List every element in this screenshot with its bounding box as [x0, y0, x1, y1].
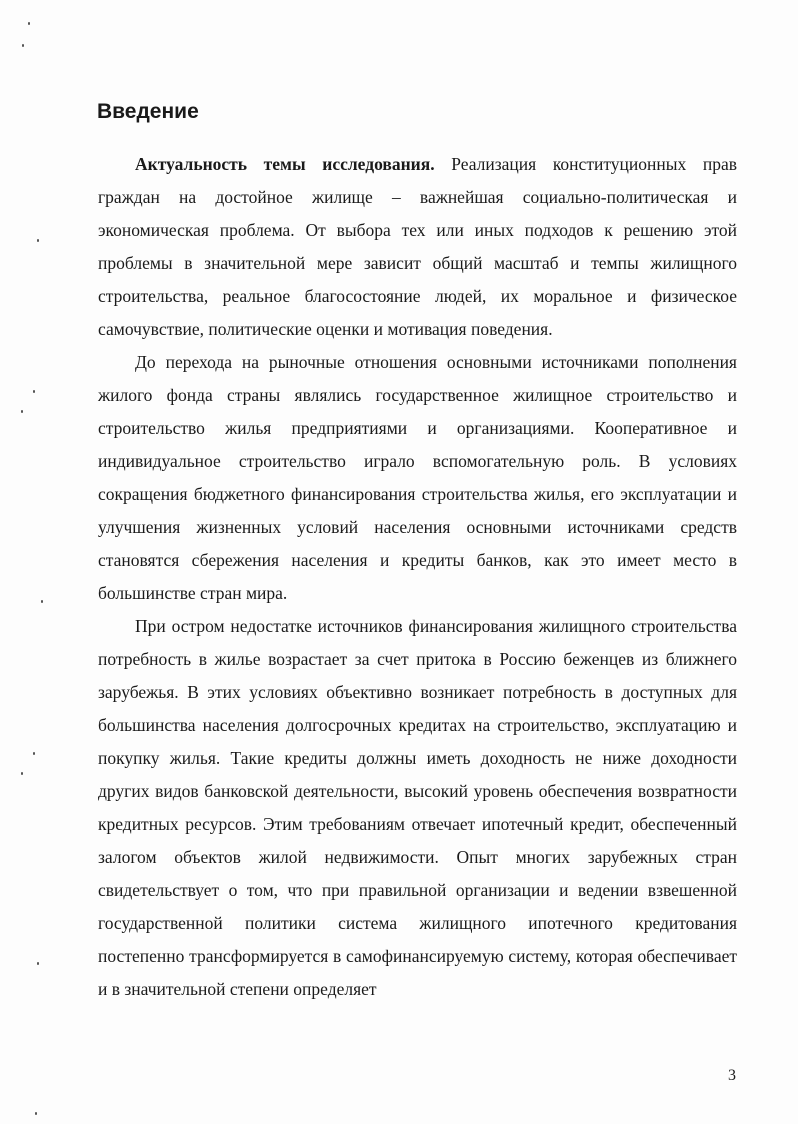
- scan-speck: [33, 752, 35, 755]
- scan-speck: [37, 239, 39, 242]
- paragraph: [98, 148, 737, 346]
- scan-speck: [33, 390, 35, 393]
- scan-speck: [22, 44, 24, 47]
- paragraph-lead: Актуальность темы исследования.: [135, 154, 435, 174]
- scan-speck: [21, 410, 23, 413]
- scan-speck: [37, 962, 39, 965]
- body-text: [98, 148, 737, 1006]
- section-heading: Введение: [97, 100, 199, 123]
- paragraph: При остром недостатке источников финансирования жилищного строительства потребность в жилье возрастает за счет притока в Россию беженцев из ближнего зарубежья. В этих условиях объективно возникает потребность в доступных для большинства населения долгосрочных кредитах на строительство, эксплуатацию и покупку жилья. Такие кредиты должны иметь доходность не ниже доходности других видов банковской деятельности, высокий уровень обеспечения возвратности кредитных ресурсов. Этим требованиям отвечает ипотечный кредит, обеспеченный залогом объектов жилой недвижимости. Опыт многих зарубежных стран свидетельствует о том, что при правильной организации и ведении взвешенной государственной политики система жилищного ипотечного кредитования постепенно трансформируется в самофинансируемую систему, которая обеспечивает и в значительной степени определяет: [98, 616, 737, 999]
- scan-speck: [41, 600, 43, 603]
- scan-speck: [21, 772, 23, 775]
- scan-speck: [28, 22, 30, 25]
- page-number: 3: [728, 1067, 736, 1084]
- scan-speck: [35, 1112, 37, 1115]
- paragraph-text: Реализация конституционных прав граждан на достойное жилище – важнейшая социально-политическая и экономическая проблема. От выбора тех или иных подходов к решению этой проблемы в значительной мере зависит общий масштаб и темпы жилищного строительства, реальное благосостояние людей, их моральное и физическое самочувствие, политические оценки и мотивация поведения.: [98, 154, 737, 339]
- paragraph: До перехода на рыночные отношения основными источниками пополнения жилого фонда страны являлись государственное жилищное строительство и строительство жилья предприятиями и организациями. Кооперативное и индивидуальное строительство играло вспомогательную роль. В условиях сокращения бюджетного финансирования строительства жилья, его эксплуатации и улучшения жизненных условий населения основными источниками средств становятся сбережения населения и кредиты банков, как это имеет место в большинстве стран мира.: [98, 352, 737, 603]
